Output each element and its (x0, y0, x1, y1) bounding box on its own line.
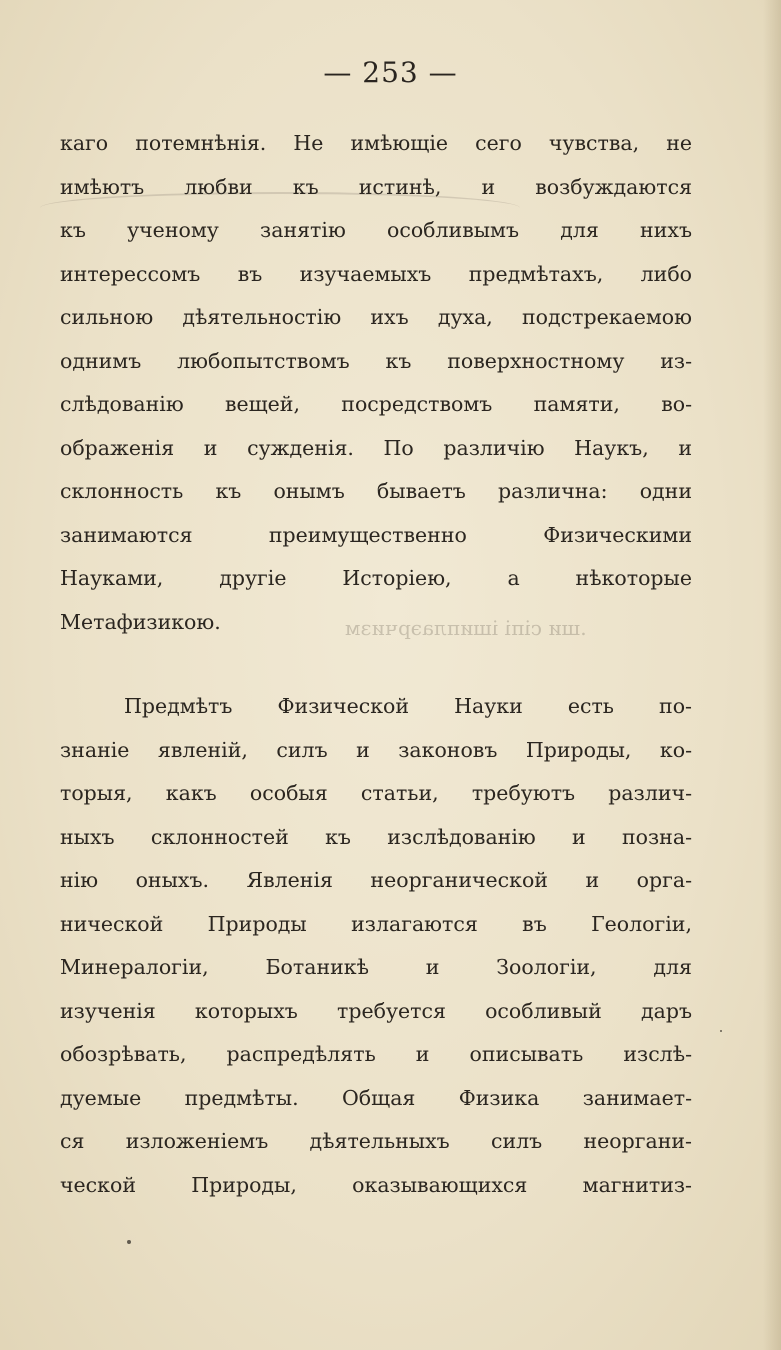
paragraph-2 (60, 685, 692, 1207)
text-line: обозрѣвать, распредѣлять и описывать изслѣ- (60, 1042, 692, 1066)
text-line: Метафизикою. (60, 609, 221, 634)
text-line: нію оныхъ. Явленія неорганической и орга- (60, 868, 692, 892)
ink-speck (127, 1240, 131, 1244)
text-line: каго потемнѣнія. Не имѣющіе сего чувства, не (60, 131, 692, 155)
text-line: изученія которыхъ требуется особливый даръ (60, 998, 692, 1023)
text-line: имѣютъ любви къ истинѣ, и возбуждаются (60, 174, 692, 199)
text-line: Науками, другіе Исторіею, а нѣкоторые (60, 566, 692, 590)
text-line: интерессомъ въ изучаемыхъ предмѣтахъ, либо (60, 261, 692, 286)
text-line: торыя, какъ особыя статьи, требуютъ различ- (60, 781, 692, 805)
bleed-through-text: .ши сіпі ішиплаэрчизм (345, 616, 587, 640)
text-line: ческой Природы, оказывающихся магнитиз- (60, 1172, 692, 1197)
text-line: нической Природы излагаются въ Геологіи, (60, 911, 692, 936)
text-line: склонность къ онымъ бываетъ различна: одни (60, 479, 692, 503)
paragraph-1 (60, 122, 692, 644)
text-line: однимъ любопытствомъ къ поверхностному из- (60, 348, 692, 373)
page-number: — 253 — (323, 56, 458, 89)
ink-speck (720, 1030, 722, 1032)
page-edge-shadow (763, 0, 781, 1350)
text-line: слѣдованію вещей, посредствомъ памяти, во- (60, 392, 692, 416)
text-line: къ ученому занятію особливымъ для нихъ (60, 218, 692, 242)
text-line: ныхъ склонностей къ изслѣдованію и позна- (60, 824, 692, 849)
text-line: Минералогіи, Ботаникѣ и Зоологіи, для (60, 955, 692, 979)
text-line: знаніе явленій, силъ и законовъ Природы, ко- (60, 737, 692, 762)
text-line: Предмѣтъ Физической Науки есть по- (124, 694, 692, 718)
text-line: дуемые предмѣты. Общая Физика занимает- (60, 1085, 692, 1110)
text-line: ображенія и сужденія. По различію Наукъ, и (60, 435, 692, 460)
text-line: занимаются преимущественно Физическими (60, 522, 692, 547)
text-line: ся изложеніемъ дѣятельныхъ силъ неоргани- (60, 1129, 692, 1153)
text-line: сильною дѣятельностію ихъ духа, подстрекаемою (60, 305, 692, 329)
